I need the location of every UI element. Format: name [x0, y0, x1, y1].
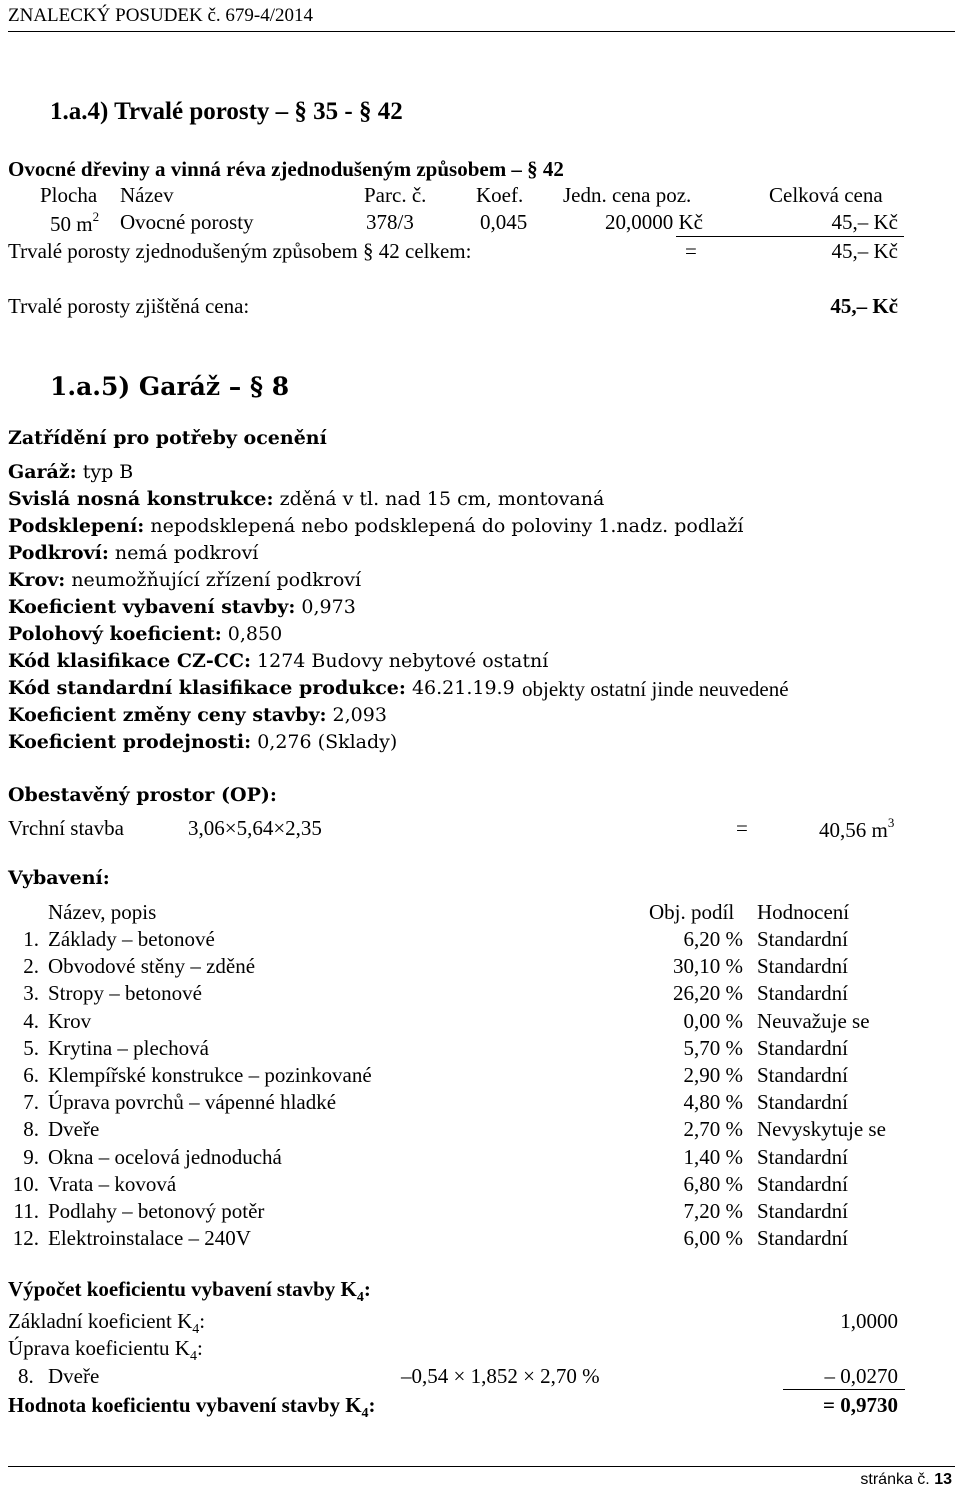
attribute-label: Garáž:: [8, 461, 77, 483]
vyb-item-rating: Standardní: [757, 1090, 848, 1114]
k4-result-label: Hodnota koeficientu vybavení stavby $K_4$:: [8, 1393, 376, 1422]
attribute-value: 0,850: [227, 623, 283, 645]
row-plocha: 50 $m^2$: [50, 209, 100, 236]
vyb-item-no: 5.: [23, 1036, 39, 1060]
k4-title: Výpočet koeficientu vybavení stavby $K_4$:: [8, 1277, 371, 1306]
col-celkova-cena: Celková cena: [769, 183, 883, 207]
attribute-row: [8, 544, 258, 563]
k4-adj-no: 8.: [18, 1364, 34, 1388]
vyb-item-rating: Standardní: [757, 1063, 848, 1087]
attribute-value: nemá podkroví: [114, 542, 259, 564]
k4-adj-value: – 0,0270: [824, 1364, 898, 1388]
vyb-item-name: Úprava povrchů – vápenné hladké: [48, 1090, 337, 1114]
attribute-row: [8, 679, 515, 698]
vyb-item-rating: Standardní: [757, 1172, 848, 1196]
attribute-row: [8, 706, 387, 725]
section-heading-garaz: 1.a.5) Garáž – § 8: [50, 372, 290, 401]
vyb-item-share: 2,70 %: [683, 1117, 743, 1141]
k4-base-value: 1,0000: [840, 1309, 898, 1333]
k4-adj-name: Dveře: [48, 1364, 100, 1388]
vyb-item-rating: Standardní: [757, 1199, 848, 1223]
vyb-item-no: 11.: [13, 1199, 39, 1223]
attribute-label: Koeficient prodejnosti:: [8, 731, 252, 753]
vyb-item-share: 6,20 %: [683, 927, 743, 951]
attribute-row: [8, 571, 361, 590]
vyb-item-no: 4.: [23, 1009, 39, 1033]
vyb-item-share: 7,20 %: [683, 1199, 743, 1223]
vyb-col-rating: Hodnocení: [757, 900, 850, 924]
vyb-item-no: 10.: [12, 1172, 39, 1196]
row-koef: 0,045: [480, 210, 528, 234]
vyb-item-rating: Standardní: [757, 1226, 848, 1250]
attribute-extra: objekty ostatní jinde neuvedené: [522, 677, 789, 701]
col-koef: Koef.: [476, 183, 524, 207]
attribute-value: zděná v tl. nad 15 cm, montovaná: [279, 488, 605, 510]
attribute-value: typ B: [82, 461, 134, 483]
vyb-item-no: 7.: [23, 1090, 39, 1114]
attribute-label: Koeficient změny ceny stavby:: [8, 704, 327, 726]
vyb-item-share: 26,20 %: [673, 981, 743, 1005]
k4-sum-rule: [783, 1389, 905, 1390]
k4-adj-formula: –0,54 × 1,852 × 2,70 %: [401, 1364, 600, 1388]
vyb-item-name: Krytina – plechová: [48, 1036, 209, 1060]
section-heading-trvale-porosty: 1.a.4) Trvalé porosty – § 35 - § 42: [50, 98, 403, 125]
attribute-label: Kód klasifikace CZ-CC:: [8, 650, 251, 672]
k4-result-value: = 0,9730: [823, 1393, 898, 1417]
total-equals: =: [685, 239, 697, 263]
vyb-item-no: 1.: [23, 927, 39, 951]
vyb-item-name: Klempířské konstrukce – pozinkované: [48, 1063, 372, 1087]
vyb-item-name: Okna – ocelová jednoduchá: [48, 1145, 282, 1169]
attribute-value: 0,973: [301, 596, 356, 618]
op-title: Obestavěný prostor (OP):: [8, 784, 277, 806]
attribute-label: Kód standardní klasifikace produkce:: [8, 677, 406, 699]
op-equals: =: [736, 816, 748, 840]
vyb-item-name: Vrata – kovová: [48, 1172, 177, 1196]
vyb-item-share: 4,80 %: [683, 1090, 743, 1114]
vyb-item-share: 6,00 %: [683, 1226, 743, 1250]
attribute-row: [8, 652, 548, 671]
vyb-item-rating: Nevyskytuje se: [757, 1117, 886, 1141]
vyb-item-rating: Standardní: [757, 1145, 848, 1169]
attribute-value: 46.21.19.9: [411, 677, 515, 699]
attribute-label: Krov:: [8, 569, 66, 591]
op-value: 40,56 $m^3$: [819, 815, 895, 842]
row-jedn-cena: 20,0000 Kč: [605, 210, 703, 234]
header-rule: [8, 31, 955, 32]
vyb-col-share: Obj. podíl: [649, 900, 735, 924]
k4-base-label: Základní koeficient $K_4$:: [8, 1309, 206, 1338]
attribute-row: [8, 463, 133, 482]
vyb-item-rating: Standardní: [757, 954, 848, 978]
vyb-item-no: 9.: [23, 1145, 39, 1169]
sum-rule: [676, 236, 904, 237]
attribute-label: Koeficient vybavení stavby:: [8, 596, 296, 618]
attribute-row: [8, 490, 604, 509]
vyb-col-name: Název, popis: [48, 900, 157, 924]
vyb-item-rating: Standardní: [757, 927, 848, 951]
attribute-row: [8, 625, 282, 644]
col-parc: Parc. č.: [364, 183, 427, 207]
k4-adj-label: Úprava koeficientu $K_4$:: [8, 1336, 203, 1365]
page-number: stránka č. 13: [860, 1471, 952, 1488]
attribute-row: [8, 517, 743, 536]
footer-rule: [8, 1466, 955, 1467]
op-formula: 3,06×5,64×2,35: [188, 816, 322, 840]
vyb-item-name: Dveře: [48, 1117, 100, 1141]
vyb-item-share: 5,70 %: [683, 1036, 743, 1060]
attribute-value: 2,093: [332, 704, 387, 726]
classification-title: Zatřídění pro potřeby ocenění: [8, 427, 327, 449]
vyb-item-name: Základy – betonové: [48, 927, 215, 951]
row-nazev: Ovocné porosty: [120, 210, 254, 234]
vyb-item-rating: Standardní: [757, 981, 848, 1005]
col-nazev: Název: [120, 183, 174, 207]
attribute-label: Podsklepení:: [8, 515, 145, 537]
subsection-heading: Ovocné dřeviny a vinná réva zjednodušeným způsobem – § 42: [8, 157, 564, 181]
attribute-row: [8, 598, 356, 617]
vyb-item-share: 2,90 %: [683, 1063, 743, 1087]
attribute-label: Podkroví:: [8, 542, 109, 564]
col-jedn-cena: Jedn. cena poz.: [563, 183, 692, 207]
vyb-item-name: Elektroinstalace – 240V: [48, 1226, 251, 1250]
attribute-value: 1274 Budovy nebytové ostatní: [257, 650, 549, 672]
vyb-item-name: Krov: [48, 1009, 92, 1033]
vyb-item-share: 6,80 %: [683, 1172, 743, 1196]
vyb-item-share: 1,40 %: [683, 1145, 743, 1169]
vyb-item-no: 3.: [23, 981, 39, 1005]
vyb-item-rating: Standardní: [757, 1036, 848, 1060]
op-label: Vrchní stavba: [8, 816, 124, 840]
document-header-title: ZNALECKÝ POSUDEK č. 679-4/2014: [8, 5, 314, 26]
vyb-item-share: 0,00 %: [683, 1009, 743, 1033]
vyb-item-rating: Neuvažuje se: [757, 1009, 870, 1033]
attribute-label: Polohový koeficient:: [8, 623, 222, 645]
vyb-item-no: 12.: [12, 1226, 39, 1250]
row-celkova-cena: 45,– Kč: [831, 210, 898, 234]
vyb-item-share: 30,10 %: [673, 954, 743, 978]
vyb-item-name: Stropy – betonové: [48, 981, 202, 1005]
total-label: Trvalé porosty zjednodušeným způsobem § 42 celkem:: [8, 239, 472, 263]
attribute-value: neumožňující zřízení podkroví: [71, 569, 362, 591]
attribute-value: nepodsklepená nebo podsklepená do poloviny 1.nadz. podlaží: [150, 515, 744, 537]
vyb-item-name: Obvodové stěny – zděné: [48, 954, 256, 978]
found-price-value: 45,– Kč: [830, 294, 898, 318]
total-value: 45,– Kč: [831, 239, 898, 263]
found-price-label: Trvalé porosty zjištěná cena:: [8, 294, 250, 318]
row-parc: 378/3: [366, 210, 414, 234]
vyb-item-no: 2.: [23, 954, 39, 978]
vyb-item-name: Podlahy – betonový potěr: [48, 1199, 265, 1223]
attribute-label: Svislá nosná konstrukce:: [8, 488, 274, 510]
attribute-row: [8, 733, 397, 752]
vyb-item-no: 6.: [23, 1063, 39, 1087]
col-plocha: Plocha: [40, 183, 98, 207]
attribute-value: 0,276 (Sklady): [257, 731, 398, 753]
vybaveni-title: Vybavení:: [8, 867, 110, 889]
vyb-item-no: 8.: [23, 1117, 39, 1141]
